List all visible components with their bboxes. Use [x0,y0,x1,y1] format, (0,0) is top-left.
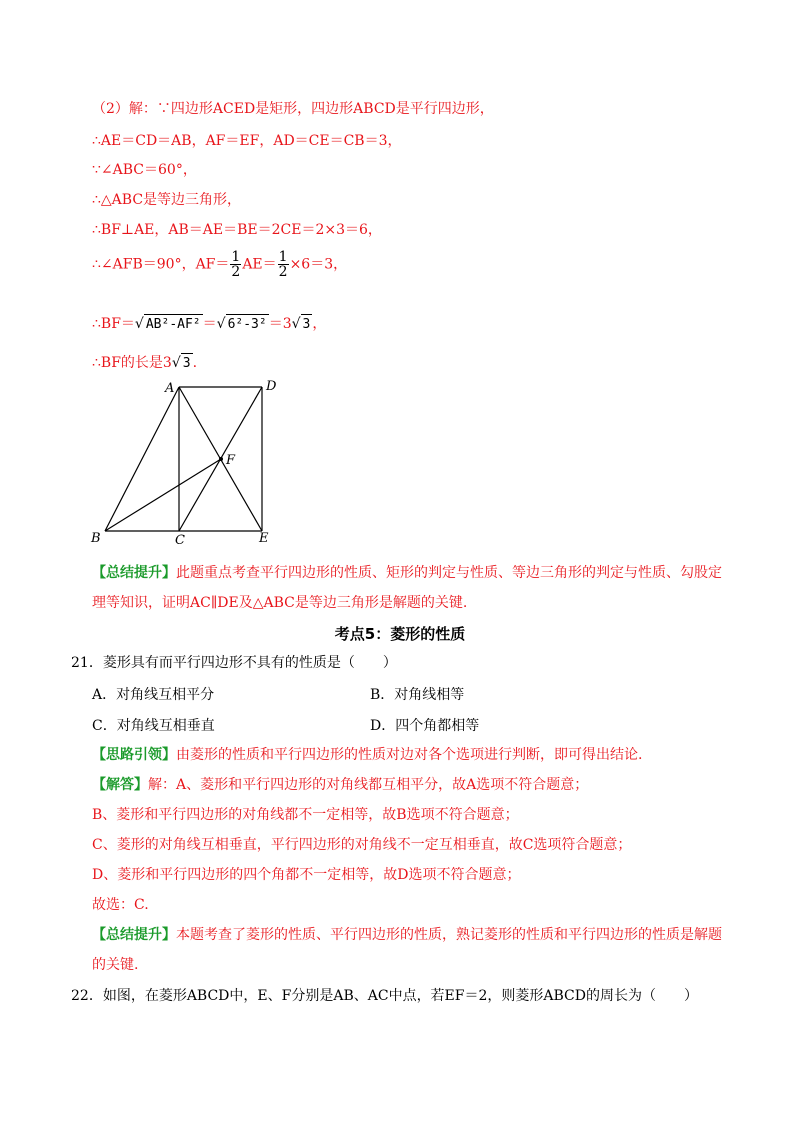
solution-line-7-prefix: ∴BF＝ [92,316,135,332]
answer-text: 解：A、菱形和平行四边形的对角线都互相平分，故A选项不符合题意； [148,777,589,793]
segment-ae [179,387,262,531]
radicand-2: 6²-3² [226,314,269,335]
solution-line-6-mid: AE＝ [242,256,277,273]
q21-stem: 21．菱形具有而平行四边形不具有的性质是（ ） [71,655,397,671]
label-c: C [175,533,185,548]
label-b: B [91,531,101,546]
solution-line-3: ∵∠ABC＝60°， [92,162,197,178]
solution-line-7 [92,314,326,335]
summary-tag: 【总结提升】 [92,927,176,943]
hint-text: 由菱形的性质和平行四边形的性质对边对各个选项进行判断，即可得出结论. [176,747,643,763]
radicand-3: 3 [301,314,313,335]
q21-option-c: C．对角线互相垂直 [92,718,215,734]
solution-line-8-end: . [192,355,198,371]
equals-2: ＝3 [268,316,292,332]
summary-1-line-1 [92,563,722,583]
equals-1: ＝ [202,316,217,332]
summary-text: 本题考查了菱形的性质、平行四边形的性质，熟记菱形的性质和平行四边形的性质是解题 [176,927,722,943]
point-f [219,457,223,461]
q21-answer-line-2: B、菱形和平行四边形的对角线都不一定相等，故B选项不符合题意； [92,807,519,823]
solution-line-8 [92,353,197,374]
label-f: F [226,453,236,468]
solution-line-6-suffix: ×6＝3， [289,256,348,273]
q21-summary-line-2: 的关键. [92,957,139,973]
q21-option-a: A．对角线互相平分 [92,687,215,703]
radical-sign-icon: √ [134,316,144,332]
q21-summary-line-1 [92,925,722,945]
segment-bf [105,459,221,531]
q22-stem: 22．如图，在菱形ABCD中，E、F分别是AB、AC中点，若EF＝2，则菱形ABCD的周长为（ ） [71,988,698,1004]
q21-hint [92,745,642,765]
answer-tag: 【解答】 [92,777,148,793]
solution-line-7-end: ， [312,316,327,332]
q21-option-b: B．对角线相等 [370,687,465,703]
q21-option-d: D．四个角都相等 [370,718,480,734]
radical-sign-icon: √ [171,355,181,371]
q21-answer-line-3: C、菱形的对角线互相垂直，平行四边形的对角线不一定互相垂直，故C选项符合题意； [92,837,632,853]
solution-line-5: ∴BF⊥AE，AB＝AE＝BE＝2CE＝2×3＝6， [92,222,382,238]
summary-text: 此题重点考查平行四边形的性质、矩形的判定与性质、等边三角形的判定与性质、勾股定 [176,565,722,581]
solution-line-4: ∴△ABC是等边三角形， [92,192,242,208]
segment-cd [179,387,262,531]
label-e: E [259,531,269,546]
solution-line-6-prefix: ∴∠AFB＝90°，AF＝ [92,256,230,273]
radical-sign-icon: √ [291,316,301,332]
solution-line-8-prefix: ∴BF的长是3 [92,355,172,371]
fraction-denominator: 2 [278,264,288,280]
fraction-numerator: 1 [278,249,288,265]
q21-answer-line-5: 故选：C. [92,897,149,913]
solution-line-2: ∴AE＝CD＝AB，AF＝EF，AD＝CE＝CB＝3， [92,133,402,149]
hint-tag: 【思路引领】 [92,747,176,763]
radicand-1: AB²-AF² [144,314,203,335]
summary-1-line-2: 理等知识，证明AC∥DE及△ABC是等边三角形是解题的关键. [92,595,468,611]
segment-ab [105,387,179,531]
radical-sign-icon: √ [216,316,226,332]
solution-line-1: （2）解：∵四边形ACED是矩形，四边形ABCD是平行四边形， [92,101,494,117]
label-a: A [165,381,175,396]
summary-tag: 【总结提升】 [92,565,176,581]
section-heading: 考点5：菱形的性质 [334,625,466,643]
radicand-bf: 3 [181,353,193,374]
fraction-numerator: 1 [231,249,241,265]
fraction-half-2 [278,250,289,279]
q21-answer-line-4: D、菱形和平行四边形的四个角都不一定相等，故D选项不符合题意； [92,867,521,883]
fraction-half-1 [230,250,241,279]
label-d: D [266,379,277,394]
solution-line-6 [92,250,347,279]
q21-answer-line-1 [92,775,588,795]
fraction-denominator: 2 [231,264,241,280]
